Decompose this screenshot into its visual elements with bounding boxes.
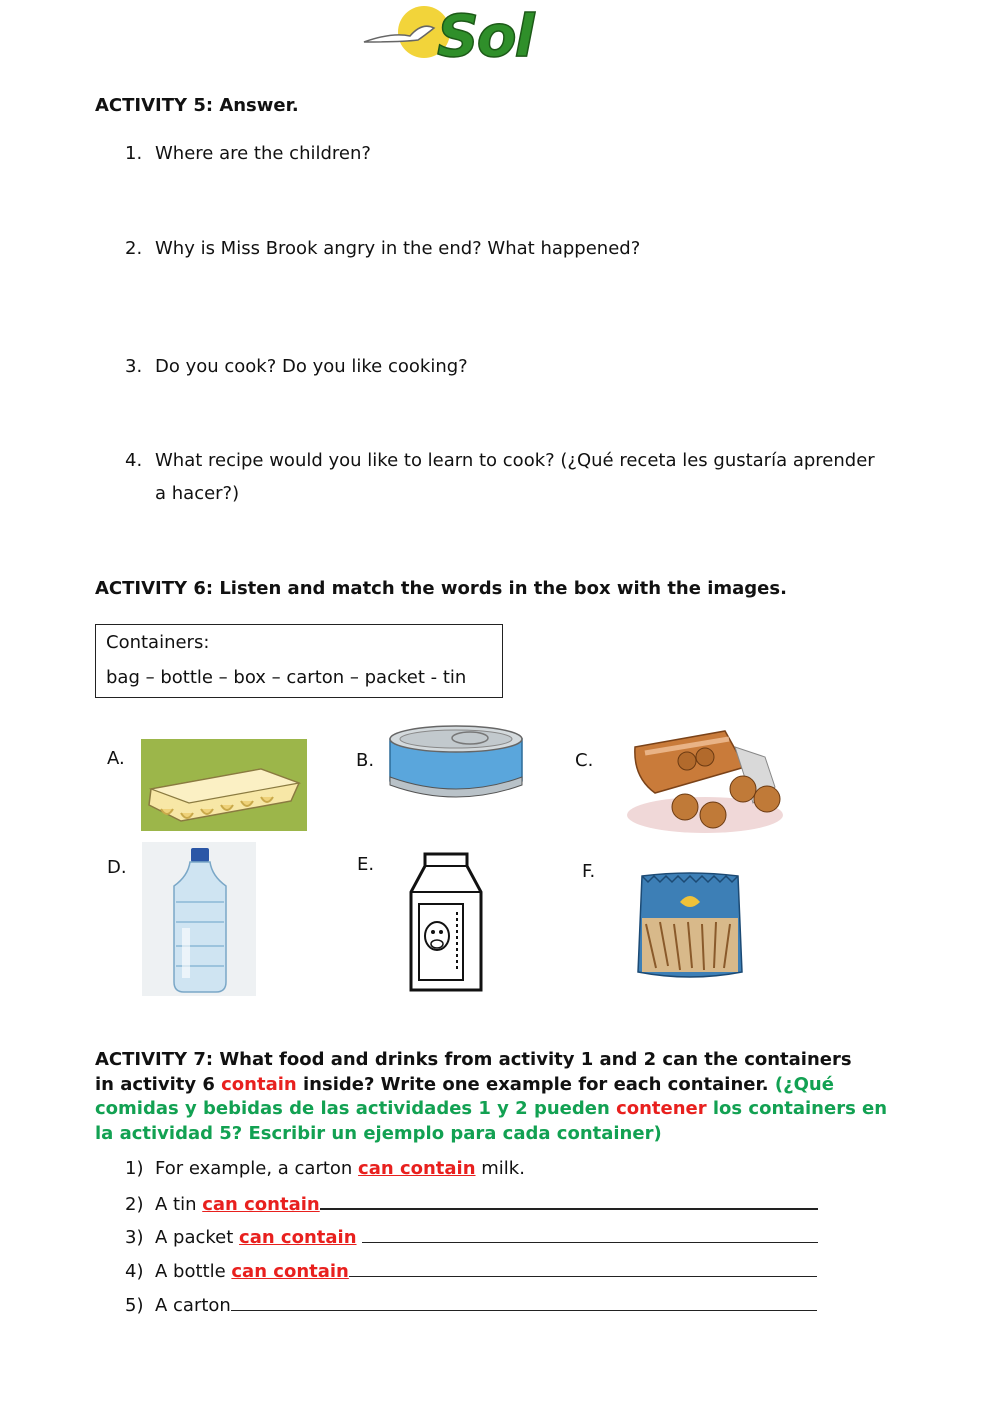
item-text: A packet xyxy=(155,1227,240,1248)
example-item-4 xyxy=(125,1260,817,1282)
answer-blank[interactable] xyxy=(349,1260,817,1277)
example-item-1 xyxy=(125,1158,525,1179)
activity7-heading xyxy=(95,1048,915,1146)
water-bottle-image xyxy=(142,842,256,996)
activity7-heading-line2a: in activity 6 xyxy=(95,1073,222,1095)
contener-word: contener xyxy=(616,1098,707,1119)
example-item-2 xyxy=(125,1192,818,1215)
contain-word: contain xyxy=(221,1073,297,1095)
box-words: bag – bottle – box – carton – packet - tin xyxy=(106,667,467,688)
box-title: Containers: xyxy=(106,632,210,653)
question-line: a hacer?) xyxy=(155,483,240,504)
spanish-translation-start: (¿Qué xyxy=(768,1073,834,1095)
item-number: 5) xyxy=(125,1295,144,1316)
can-contain-phrase: can contain xyxy=(358,1158,476,1179)
label-d: D. xyxy=(107,857,127,878)
answer-blank[interactable] xyxy=(231,1294,817,1311)
tin-can-image xyxy=(386,725,526,799)
answer-blank[interactable] xyxy=(362,1226,818,1243)
question-number: 3. xyxy=(125,356,143,377)
item-text: A carton xyxy=(155,1295,231,1316)
can-contain-phrase: can contain xyxy=(231,1261,349,1282)
milk-carton-image xyxy=(407,852,487,994)
answer-blank[interactable] xyxy=(320,1192,818,1210)
containers-word-box xyxy=(95,624,503,698)
item-text: A tin xyxy=(155,1194,203,1215)
item-number: 2) xyxy=(125,1194,144,1215)
question-number: 2. xyxy=(125,238,143,259)
spanish-line3a: comidas y bebidas de las actividades 1 y 2 pueden xyxy=(95,1098,617,1119)
item-text-end: milk. xyxy=(475,1158,525,1179)
question-1 xyxy=(125,137,371,170)
question-text: Do you cook? Do you like cooking? xyxy=(155,356,468,377)
activity7-heading-line1: ACTIVITY 7: What food and drinks from activity 1 and 2 can the containers xyxy=(95,1049,852,1070)
item-number: 1) xyxy=(125,1158,144,1179)
can-contain-phrase: can contain xyxy=(202,1194,320,1215)
logo-text: Sol xyxy=(437,2,533,70)
item-number: 4) xyxy=(125,1261,144,1282)
question-text: Where are the children? xyxy=(155,143,371,164)
question-text xyxy=(155,444,915,510)
label-f: F. xyxy=(582,861,596,882)
activity6-heading: ACTIVITY 6: Listen and match the words in the box with the images. xyxy=(95,578,787,599)
item-number: 3) xyxy=(125,1227,144,1248)
question-number: 4. xyxy=(125,450,143,471)
label-e: E. xyxy=(357,854,375,875)
activity5-heading: ACTIVITY 5: Answer. xyxy=(95,95,299,116)
example-item-5 xyxy=(125,1294,817,1316)
question-text: Why is Miss Brook angry in the end? What happened? xyxy=(155,238,641,259)
question-line: What recipe would you like to learn to cook? (¿Qué receta les gustaría aprender xyxy=(155,450,875,471)
item-text: A bottle xyxy=(155,1261,232,1282)
question-3 xyxy=(125,350,468,383)
label-b: B. xyxy=(356,750,375,771)
can-contain-phrase: can contain xyxy=(239,1227,357,1248)
sol-logo xyxy=(362,2,558,94)
spanish-line4: la actividad 5? Escribir un ejemplo para cada container) xyxy=(95,1122,662,1144)
question-number: 1. xyxy=(125,143,143,164)
label-c: C. xyxy=(575,750,594,771)
biscuit-packet-image xyxy=(625,727,791,837)
question-2 xyxy=(125,232,641,265)
activity7-heading-line2b: inside? Write one example for each container. xyxy=(296,1073,769,1095)
pasta-bag-image xyxy=(634,872,746,982)
spanish-line3b: los containers en xyxy=(706,1098,888,1119)
egg-carton-image xyxy=(141,739,307,831)
label-a: A. xyxy=(107,748,125,769)
example-item-3 xyxy=(125,1226,818,1248)
question-4 xyxy=(125,444,875,504)
item-text: For example, a carton xyxy=(155,1158,359,1179)
